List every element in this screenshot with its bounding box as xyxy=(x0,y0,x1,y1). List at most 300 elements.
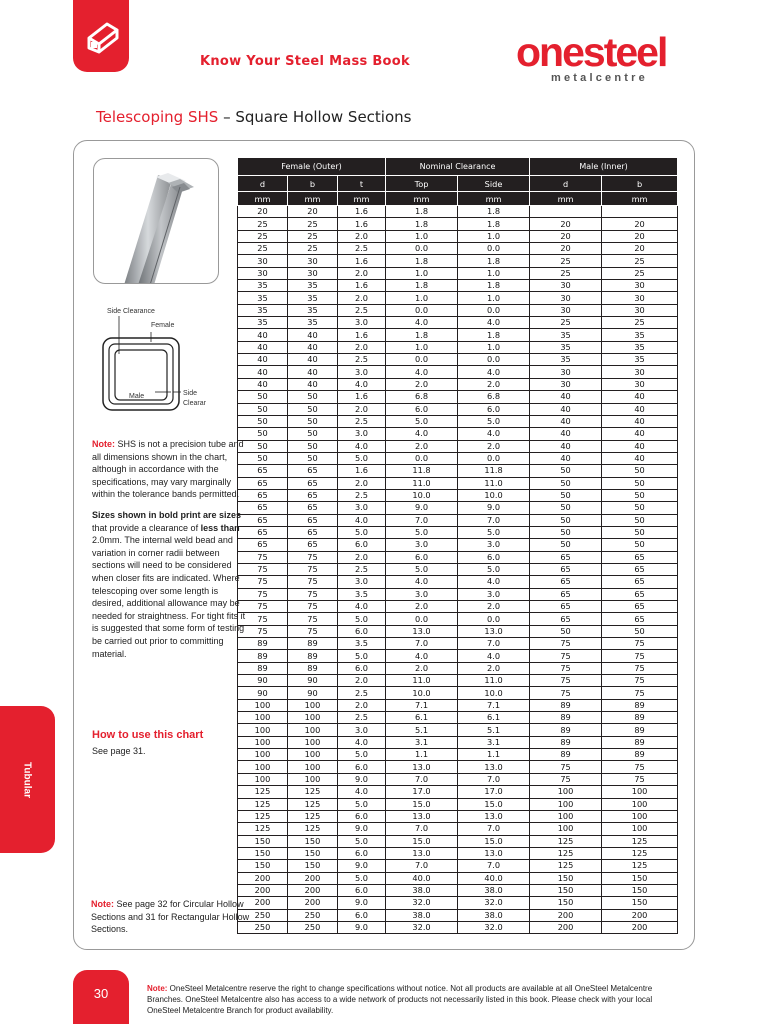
table-cell: 30 xyxy=(602,366,678,378)
table-cell: 50 xyxy=(530,526,602,538)
table-cell: 3.0 xyxy=(338,502,386,514)
table-cell: 1.0 xyxy=(386,230,458,242)
table-cell: 100 xyxy=(238,749,288,761)
table-cell: 2.0 xyxy=(458,601,530,613)
table-cell: 40 xyxy=(238,354,288,366)
table-cell: 4.0 xyxy=(458,428,530,440)
group-header-male: Male (Inner) xyxy=(530,158,678,176)
table-row xyxy=(238,280,678,292)
table-row xyxy=(238,341,678,353)
male-label: Male xyxy=(129,393,145,400)
table-row xyxy=(238,860,678,872)
table-cell: 65 xyxy=(602,551,678,563)
table-cell: 4.0 xyxy=(338,378,386,390)
table-cell: 30 xyxy=(530,378,602,390)
table-cell: 125 xyxy=(238,786,288,798)
table-row xyxy=(238,601,678,613)
table-cell: 100 xyxy=(602,810,678,822)
table-cell: 9.0 xyxy=(386,502,458,514)
table-cell: 2.0 xyxy=(338,477,386,489)
table-row xyxy=(238,452,678,464)
table-cell: 4.0 xyxy=(338,786,386,798)
table-cell: 250 xyxy=(238,921,288,933)
table-row xyxy=(238,810,678,822)
notes-block xyxy=(92,438,250,668)
category-label: Tubular xyxy=(21,762,33,798)
table-cell: 9.0 xyxy=(458,502,530,514)
table-cell: 89 xyxy=(602,724,678,736)
table-cell: 7.0 xyxy=(458,773,530,785)
table-cell: 65 xyxy=(602,563,678,575)
table-cell: 75 xyxy=(238,551,288,563)
table-row xyxy=(238,218,678,230)
table-cell: 125 xyxy=(530,835,602,847)
table-cell: 6.0 xyxy=(458,551,530,563)
table-cell: 5.0 xyxy=(338,452,386,464)
table-cell: 30 xyxy=(602,292,678,304)
howto-title: How to use this chart xyxy=(92,729,204,741)
table-cell: 65 xyxy=(602,588,678,600)
table-row xyxy=(238,489,678,501)
table-cell: 50 xyxy=(530,489,602,501)
table-cell: 13.0 xyxy=(386,810,458,822)
table-cell: 6.0 xyxy=(338,662,386,674)
table-cell: 35 xyxy=(288,304,338,316)
table-cell: 40 xyxy=(530,391,602,403)
table-row xyxy=(238,539,678,551)
table-cell: 100 xyxy=(288,761,338,773)
table-cell: 150 xyxy=(238,860,288,872)
table-cell: 13.0 xyxy=(386,625,458,637)
table-cell: 35 xyxy=(238,304,288,316)
table-cell: 5.0 xyxy=(458,563,530,575)
table-cell: 3.1 xyxy=(458,736,530,748)
table-row xyxy=(238,835,678,847)
table-cell: 200 xyxy=(288,884,338,896)
table-cell: 2.0 xyxy=(458,378,530,390)
table-cell: 40 xyxy=(602,415,678,427)
table-cell: 5.0 xyxy=(338,526,386,538)
table-cell: 1.0 xyxy=(386,341,458,353)
table-row xyxy=(238,563,678,575)
table-cell: 25 xyxy=(238,243,288,255)
table-cell: 125 xyxy=(238,823,288,835)
table-cell: 5.1 xyxy=(386,724,458,736)
table-cell: 15.0 xyxy=(458,798,530,810)
table-cell: 10.0 xyxy=(458,489,530,501)
table-cell: 0.0 xyxy=(386,613,458,625)
table-cell: 1.8 xyxy=(458,280,530,292)
table-cell: 40.0 xyxy=(386,872,458,884)
table-cell: 30 xyxy=(602,280,678,292)
unit-header: mm xyxy=(288,192,338,206)
table-cell: 7.0 xyxy=(386,773,458,785)
table-row xyxy=(238,650,678,662)
table-cell: 125 xyxy=(602,860,678,872)
table-cell: 65 xyxy=(238,526,288,538)
table-cell: 5.0 xyxy=(386,563,458,575)
table-cell xyxy=(530,206,602,218)
table-cell: 3.1 xyxy=(386,736,458,748)
table-cell: 200 xyxy=(288,872,338,884)
table-cell: 100 xyxy=(238,699,288,711)
table-cell: 50 xyxy=(288,403,338,415)
section-tab xyxy=(73,0,129,72)
table-cell: 25 xyxy=(238,230,288,242)
table-row xyxy=(238,230,678,242)
table-cell: 7.1 xyxy=(386,699,458,711)
table-cell: 1.0 xyxy=(458,292,530,304)
table-cell: 50 xyxy=(602,477,678,489)
table-cell: 89 xyxy=(530,712,602,724)
table-cell: 75 xyxy=(238,588,288,600)
table-cell: 32.0 xyxy=(458,897,530,909)
table-cell: 30 xyxy=(602,378,678,390)
table-cell: 50 xyxy=(530,465,602,477)
table-cell: 89 xyxy=(530,699,602,711)
table-cell: 1.8 xyxy=(386,280,458,292)
table-cell: 50 xyxy=(530,514,602,526)
table-cell: 3.0 xyxy=(386,588,458,600)
table-cell: 2.0 xyxy=(386,662,458,674)
table-cell: 1.6 xyxy=(338,329,386,341)
table-cell: 20 xyxy=(602,243,678,255)
table-cell: 3.0 xyxy=(458,588,530,600)
table-cell: 20 xyxy=(530,230,602,242)
table-cell: 13.0 xyxy=(458,847,530,859)
table-cell: 7.0 xyxy=(458,823,530,835)
table-cell: 5.0 xyxy=(338,749,386,761)
table-cell: 1.0 xyxy=(386,292,458,304)
product-photo xyxy=(93,158,219,284)
table-cell: 200 xyxy=(530,909,602,921)
table-cell: 1.0 xyxy=(458,267,530,279)
table-cell: 32.0 xyxy=(458,921,530,933)
table-cell: 30 xyxy=(238,255,288,267)
col-header: b xyxy=(602,176,678,192)
table-cell: 4.0 xyxy=(458,317,530,329)
table-cell: 11.0 xyxy=(458,675,530,687)
table-cell: 125 xyxy=(238,798,288,810)
table-cell: 6.0 xyxy=(386,403,458,415)
table-cell: 75 xyxy=(602,675,678,687)
table-cell: 50 xyxy=(288,452,338,464)
table-cell: 50 xyxy=(602,625,678,637)
table-cell: 6.8 xyxy=(386,391,458,403)
table-row xyxy=(238,712,678,724)
table-cell: 13.0 xyxy=(458,810,530,822)
table-row xyxy=(238,255,678,267)
table-row xyxy=(238,304,678,316)
table-cell: 2.5 xyxy=(338,489,386,501)
table-cell: 9.0 xyxy=(338,773,386,785)
table-cell: 3.0 xyxy=(338,366,386,378)
table-row xyxy=(238,897,678,909)
table-cell: 125 xyxy=(530,847,602,859)
table-cell: 75 xyxy=(530,650,602,662)
table-cell: 65 xyxy=(288,514,338,526)
table-cell: 3.0 xyxy=(386,539,458,551)
table-cell: 35 xyxy=(530,329,602,341)
table-cell: 25 xyxy=(530,255,602,267)
table-cell: 35 xyxy=(238,280,288,292)
page-title-dash: – xyxy=(218,108,236,126)
table-cell: 65 xyxy=(530,551,602,563)
table-cell: 7.0 xyxy=(458,514,530,526)
table-cell: 125 xyxy=(238,810,288,822)
table-row xyxy=(238,773,678,785)
table-cell: 75 xyxy=(238,613,288,625)
table-cell: 89 xyxy=(530,736,602,748)
table-cell: 125 xyxy=(530,860,602,872)
tube-icon xyxy=(85,16,119,54)
table-cell: 3.0 xyxy=(458,539,530,551)
table-cell: 38.0 xyxy=(458,909,530,921)
table-cell: 30 xyxy=(602,304,678,316)
table-row xyxy=(238,761,678,773)
side-clear-label-a: Side xyxy=(183,390,198,397)
table-cell: 89 xyxy=(288,638,338,650)
table-cell: 40 xyxy=(238,341,288,353)
table-cell: 2.0 xyxy=(338,267,386,279)
table-cell: 35 xyxy=(288,292,338,304)
table-cell: 75 xyxy=(530,687,602,699)
table-cell: 6.0 xyxy=(338,847,386,859)
table-cell: 17.0 xyxy=(458,786,530,798)
table-cell: 50 xyxy=(602,526,678,538)
table-cell: 20 xyxy=(602,230,678,242)
table-cell: 35 xyxy=(238,317,288,329)
side-clearance-label: Side Clearance xyxy=(107,308,155,315)
table-cell: 75 xyxy=(238,601,288,613)
book-title: Know Your Steel Mass Book xyxy=(200,54,410,69)
table-cell: 89 xyxy=(530,724,602,736)
table-row xyxy=(238,749,678,761)
table-cell: 50 xyxy=(602,502,678,514)
table-cell: 50 xyxy=(288,428,338,440)
table-cell: 40 xyxy=(288,378,338,390)
table-cell: 75 xyxy=(602,650,678,662)
table-row xyxy=(238,884,678,896)
table-cell: 65 xyxy=(288,477,338,489)
table-cell: 38.0 xyxy=(386,909,458,921)
table-cell: 4.0 xyxy=(338,736,386,748)
table-cell: 75 xyxy=(238,563,288,575)
table-cell: 5.0 xyxy=(338,650,386,662)
table-cell: 0.0 xyxy=(386,304,458,316)
table-cell: 3.0 xyxy=(338,428,386,440)
table-cell: 2.5 xyxy=(338,304,386,316)
table-cell: 89 xyxy=(288,662,338,674)
table-row xyxy=(238,675,678,687)
table-cell: 89 xyxy=(602,736,678,748)
table-cell: 65 xyxy=(530,613,602,625)
table-cell: 125 xyxy=(288,798,338,810)
table-cell: 1.8 xyxy=(386,255,458,267)
table-cell: 100 xyxy=(530,786,602,798)
table-row xyxy=(238,292,678,304)
footer-note xyxy=(147,983,667,1016)
table-cell: 35 xyxy=(530,354,602,366)
table-cell: 40 xyxy=(238,378,288,390)
table-row xyxy=(238,625,678,637)
table-cell: 150 xyxy=(530,884,602,896)
table-cell: 100 xyxy=(530,798,602,810)
table-cell: 13.0 xyxy=(386,847,458,859)
category-tab xyxy=(0,706,55,853)
table-cell: 50 xyxy=(602,465,678,477)
table-cell: 65 xyxy=(238,477,288,489)
table-cell: 150 xyxy=(238,847,288,859)
table-cell: 7.0 xyxy=(458,638,530,650)
table-cell: 4.0 xyxy=(458,650,530,662)
table-cell: 100 xyxy=(238,761,288,773)
table-row xyxy=(238,502,678,514)
table-cell: 35 xyxy=(530,341,602,353)
table-row xyxy=(238,786,678,798)
table-cell: 40 xyxy=(238,366,288,378)
note-text: SHS is not a precision tube and all dimensions shown in the chart, although in accordance with the specifications, may vary marginally within the tolerance bands permitted. xyxy=(92,439,244,500)
table-cell: 0.0 xyxy=(386,452,458,464)
page-number-tab xyxy=(73,970,129,1024)
table-cell: 65 xyxy=(288,502,338,514)
table-row xyxy=(238,391,678,403)
table-row xyxy=(238,576,678,588)
note-see-pages xyxy=(91,898,261,936)
table-cell: 10.0 xyxy=(386,489,458,501)
table-cell: 40 xyxy=(530,452,602,464)
table-cell: 75 xyxy=(288,601,338,613)
table-cell: 30 xyxy=(530,366,602,378)
table-cell: 2.5 xyxy=(338,415,386,427)
group-header-clearance: Nominal Clearance xyxy=(386,158,530,176)
page-title xyxy=(96,108,411,126)
table-row xyxy=(238,699,678,711)
table-cell: 20 xyxy=(238,206,288,218)
clearance-diagram xyxy=(95,302,235,420)
table-cell: 90 xyxy=(288,687,338,699)
group-header-female: Female (Outer) xyxy=(238,158,386,176)
table-cell: 200 xyxy=(238,897,288,909)
table-cell: 30 xyxy=(530,304,602,316)
note-mid: that provide a clearance of xyxy=(92,522,201,533)
table-row xyxy=(238,724,678,736)
note-bold-b: less than xyxy=(200,522,240,533)
table-cell: 89 xyxy=(288,650,338,662)
table-cell: 150 xyxy=(530,897,602,909)
table-cell: 50 xyxy=(602,489,678,501)
table-cell: 35 xyxy=(602,329,678,341)
table-cell: 25 xyxy=(602,267,678,279)
table-cell: 75 xyxy=(288,625,338,637)
table-cell: 1.6 xyxy=(338,206,386,218)
table-cell: 13.0 xyxy=(386,761,458,773)
table-cell: 1.6 xyxy=(338,255,386,267)
table-cell: 75 xyxy=(602,687,678,699)
table-cell: 100 xyxy=(288,724,338,736)
table-cell: 75 xyxy=(530,638,602,650)
note-bold-a: Sizes shown in bold print are sizes xyxy=(92,509,242,520)
table-cell: 6.0 xyxy=(458,403,530,415)
table-cell: 2.0 xyxy=(458,662,530,674)
table-cell: 32.0 xyxy=(386,897,458,909)
table-cell: 5.0 xyxy=(458,415,530,427)
table-cell: 150 xyxy=(602,897,678,909)
table-cell: 2.0 xyxy=(338,292,386,304)
table-cell: 9.0 xyxy=(338,860,386,872)
table-cell: 125 xyxy=(288,786,338,798)
table-cell: 6.0 xyxy=(338,539,386,551)
table-cell: 75 xyxy=(530,675,602,687)
table-cell: 3.0 xyxy=(338,724,386,736)
table-cell: 15.0 xyxy=(458,835,530,847)
table-cell: 65 xyxy=(602,613,678,625)
table-body xyxy=(238,206,678,934)
table-cell: 0.0 xyxy=(386,243,458,255)
table-cell: 75 xyxy=(530,662,602,674)
table-row xyxy=(238,354,678,366)
table-row xyxy=(238,823,678,835)
table-cell: 40 xyxy=(530,415,602,427)
table-cell: 50 xyxy=(238,452,288,464)
table-cell: 150 xyxy=(288,847,338,859)
table-cell: 50 xyxy=(238,428,288,440)
table-cell: 65 xyxy=(238,465,288,477)
table-cell: 150 xyxy=(530,872,602,884)
table-row xyxy=(238,428,678,440)
table-cell: 2.0 xyxy=(338,230,386,242)
table-cell: 5.0 xyxy=(338,798,386,810)
table-cell: 40 xyxy=(602,428,678,440)
table-cell: 20 xyxy=(530,218,602,230)
table-cell: 35 xyxy=(288,280,338,292)
table-cell: 75 xyxy=(602,638,678,650)
table-cell: 50 xyxy=(602,539,678,551)
table-cell: 50 xyxy=(530,502,602,514)
table-cell: 100 xyxy=(530,810,602,822)
col-header: Side xyxy=(458,176,530,192)
table-cell: 100 xyxy=(238,724,288,736)
table-cell: 1.0 xyxy=(458,230,530,242)
side-clear-label-b: Clearar xyxy=(183,400,206,407)
table-cell: 5.0 xyxy=(338,613,386,625)
table-row xyxy=(238,909,678,921)
table-cell: 40 xyxy=(602,391,678,403)
table-cell: 150 xyxy=(238,835,288,847)
table-cell: 65 xyxy=(288,539,338,551)
table-cell: 1.8 xyxy=(458,218,530,230)
table-row xyxy=(238,403,678,415)
table-cell: 30 xyxy=(288,267,338,279)
table-cell: 5.1 xyxy=(458,724,530,736)
female-label: Female xyxy=(151,322,175,329)
table-cell: 200 xyxy=(602,921,678,933)
table-cell: 2.5 xyxy=(338,243,386,255)
table-cell: 2.0 xyxy=(338,699,386,711)
table-row xyxy=(238,465,678,477)
table-cell: 7.0 xyxy=(386,823,458,835)
table-cell: 25 xyxy=(238,218,288,230)
table-cell: 250 xyxy=(288,921,338,933)
table-cell: 4.0 xyxy=(386,428,458,440)
table-cell: 50 xyxy=(288,415,338,427)
table-cell: 75 xyxy=(602,761,678,773)
table-cell: 2.0 xyxy=(338,675,386,687)
table-cell: 5.0 xyxy=(338,835,386,847)
table-row xyxy=(238,329,678,341)
table-cell: 5.0 xyxy=(386,526,458,538)
table-cell: 200 xyxy=(238,872,288,884)
